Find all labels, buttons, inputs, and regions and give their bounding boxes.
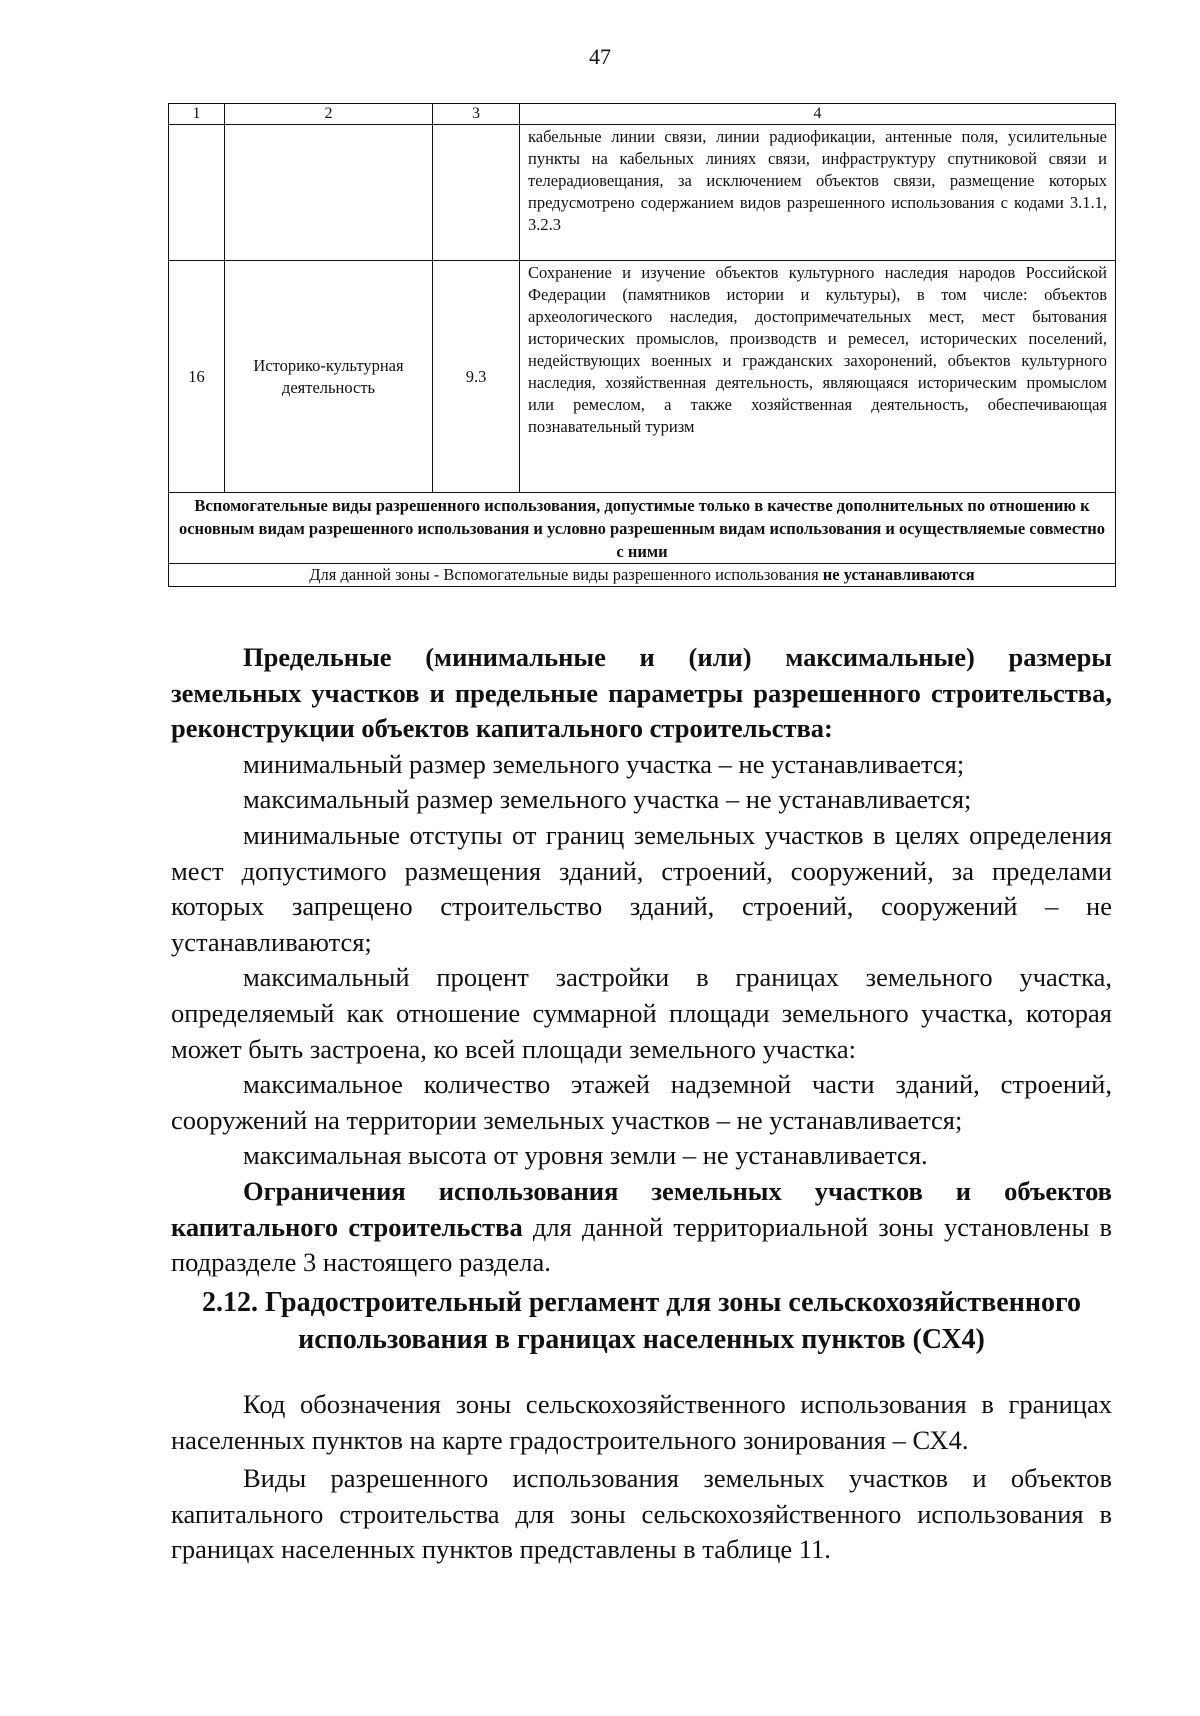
section-title: 2.12. Градостроительный регламент для зоны сельскохозяйственного использования в границах населенных пунктов (СХ4) — [201, 1287, 1082, 1355]
limits-heading: Предельные (минимальные и (или) максимальные) размеры земельных участков и предельные параметры разрешенного строительства, реконструкции объектов капитального строительства: — [171, 642, 1112, 744]
auxiliary-note-bold: не устанавливаются — [822, 565, 975, 584]
setbacks-text: минимальные отступы от границ земельных участков в целях определения мест допустимого размещения зданий, строений, сооружений, за пределами которых запрещено строительство зданий, строений, сооружений – не устанавливаются; — [171, 819, 1112, 957]
zone-code-paragraph: Код обозначения зоны сельскохозяйственного использования в границах населенных пунктов на карте градостроительного зонирования – СХ4. — [171, 1389, 1112, 1455]
header-col-1: 1 — [169, 104, 225, 125]
use-name-text: Историко-культурная деятельность — [253, 355, 404, 397]
table-row-continuation — [169, 125, 1116, 261]
auxiliary-heading-row — [169, 493, 1116, 564]
auxiliary-note-prefix: Для данной зоны - Вспомогательные виды разрешенного использования — [309, 565, 823, 584]
restrictions-text — [171, 1174, 1112, 1281]
coverage-text: максимальный процент застройки в границах земельного участка, определяемый как отношение суммарной площади земельного участка, которая может быть застроена, ко всей площади земельного участка: — [171, 962, 1112, 1064]
continuation-description: кабельные линии связи, линии радиофикации, антенные поля, усилительные пункты на кабельных линиях связи, инфраструктуру спутниковой связи и телерадиовещания, за исключением объектов связи, размещение которых предусмотрено содержанием видов разрешенного использования с кодами 3.1.1, 3.2.3 — [520, 125, 1116, 261]
use-name — [225, 261, 433, 493]
header-col-3: 3 — [433, 104, 520, 125]
floors-text: максимальное количество этажей надземной части зданий, строений, сооружений на территории земельных участков – не устанавливается; — [171, 1069, 1112, 1135]
table-header-row — [169, 104, 1116, 125]
auxiliary-heading: Вспомогательные виды разрешенного использования, допустимые только в качестве дополнительных по отношению к основным видам разрешенного использования и условно разрешенным видам использования и осуществляемые совместно с ними — [169, 493, 1116, 564]
restrictions-bold: Ограничения использования земельных участков и объектов капитального строительства — [171, 1175, 1112, 1242]
row-number: 16 — [169, 261, 225, 493]
limits-section — [171, 640, 1112, 1281]
empty-cell — [433, 125, 520, 261]
table-row-16 — [169, 261, 1116, 493]
permitted-use-table — [168, 103, 1116, 587]
permitted-types-paragraph: Виды разрешенного использования земельных участков и объектов капитального строительства для зоны сельскохозяйственного использования в границах населенных пунктов представлены в таблице 11. — [171, 1463, 1112, 1565]
header-col-2: 2 — [225, 104, 433, 125]
auxiliary-note — [169, 564, 1116, 587]
height-text: максимальная высота от уровня земли – не устанавливается. — [243, 1140, 928, 1171]
empty-cell — [169, 125, 225, 261]
use-code: 9.3 — [433, 261, 520, 493]
max-size-text: максимальный размер земельного участка – не устанавливается; — [243, 784, 972, 815]
auxiliary-note-row — [169, 564, 1116, 587]
restrictions-rest: для данной территориальной зоны установлены в подразделе 3 настоящего раздела. — [171, 1211, 1112, 1278]
section-body — [171, 1387, 1112, 1571]
use-description: Сохранение и изучение объектов культурного наследия народов Российской Федерации (памятников истории и культуры), в том числе: объектов археологического наследия, достопримечательных мест, мест бытования исторических промыслов, производств и ремесел, исторических поселений, недействующих военных и гражданских захоронений, объектов культурного наследия, хозяйственная деятельность, являющаяся историческим промыслом или ремеслом, а также хозяйственная деятельность, обеспечивающая познавательный туризм — [520, 261, 1116, 493]
header-col-4: 4 — [520, 104, 1116, 125]
page-number: 47 — [589, 44, 611, 69]
min-size-text: минимальный размер земельного участка – не устанавливается; — [243, 748, 965, 779]
empty-cell — [225, 125, 433, 261]
